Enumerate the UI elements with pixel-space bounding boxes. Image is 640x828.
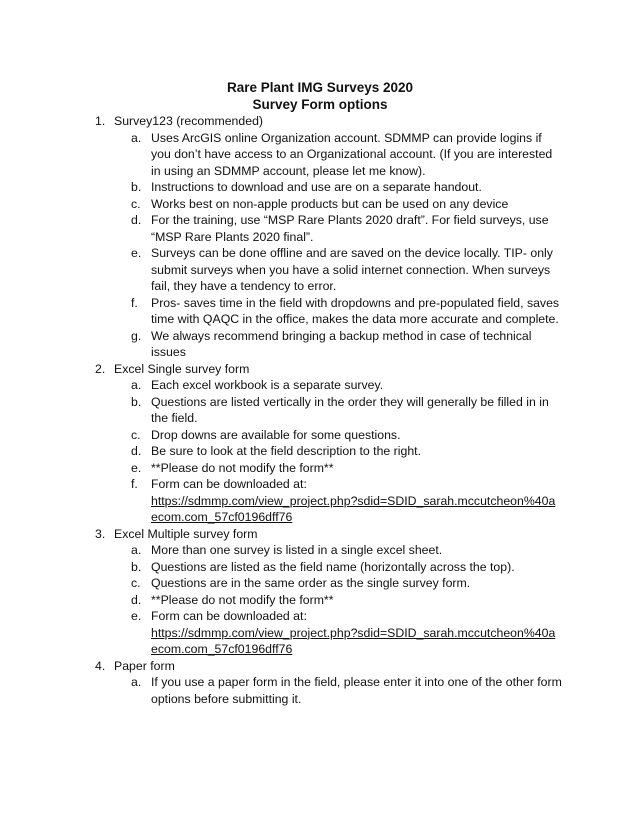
item-text: Drop downs are available for some questions.: [151, 427, 401, 442]
item-text: More than one survey is listed in a single excel sheet.: [151, 543, 443, 557]
document-title: Rare Plant IMG Surveys 2020: [226, 80, 414, 95]
list-item: [114, 179, 562, 196]
section-number: 1.: [95, 114, 106, 128]
item-text: Surveys can be done offline and are saved on the device locally. TIP- only submit surveys when you have a solid internet connection. When surveys fail, they have a tendency to error.: [151, 246, 553, 293]
list-item: [114, 377, 562, 394]
item-text: **Please do not modify the form**: [151, 460, 334, 475]
section-heading: Survey123 (recommended): [114, 114, 263, 128]
item-text: Questions are in the same order as the single survey form.: [151, 576, 471, 590]
section-item: [0, 113, 640, 361]
item-text: Pros- saves time in the field with dropdowns and pre-populated field, saves time with QAQC in the office, makes the data more accurate and complete.: [151, 295, 560, 326]
section-item: [0, 658, 640, 708]
list-item: [114, 196, 562, 213]
list-item: [114, 394, 562, 427]
list-item: [114, 443, 562, 460]
item-letter: b.: [131, 559, 142, 574]
list-item: [114, 460, 562, 477]
section-number: 2.: [95, 361, 106, 376]
item-text: Questions are listed as the field name (horizontally across the top).: [151, 559, 515, 574]
item-text: **Please do not modify the form**: [151, 592, 334, 607]
list-item: [114, 427, 562, 444]
list-item: [114, 328, 562, 361]
list-item: [114, 674, 562, 707]
item-text: Form can be downloaded at:: [151, 477, 307, 491]
item-text: Uses ArcGIS online Organization account. SDMMP can provide logins if you don’t have access to an Organizational account. (If you are interested in using an SDMMP account, please let me know).: [151, 130, 553, 178]
link-line: [151, 493, 562, 526]
item-text: Works best on non-apple products but can be used on any device: [151, 196, 509, 211]
item-letter: c.: [131, 427, 141, 442]
item-text: Questions are listed vertically in the order they will generally be filled in in the field.: [151, 394, 549, 425]
section-item: [0, 526, 640, 658]
list-item: [114, 130, 562, 180]
list-item: [114, 245, 562, 295]
list-item: [114, 542, 562, 559]
item-letter: a.: [131, 543, 142, 557]
item-text: Be sure to look at the field description to the right.: [151, 444, 422, 458]
list-item: [114, 212, 562, 245]
item-letter: d.: [131, 592, 142, 607]
section-sub-list: [114, 130, 640, 361]
section-sub-list: [114, 542, 640, 658]
section-number: 3.: [95, 526, 106, 541]
list-item: [114, 592, 562, 609]
section-heading: Paper form: [114, 658, 175, 673]
item-letter: c.: [131, 576, 141, 590]
item-letter: d.: [131, 444, 142, 458]
list-item: [114, 295, 562, 328]
list-item: [114, 608, 562, 658]
item-text: If you use a paper form in the field, please enter it into one of the other form options before submitting it.: [151, 675, 562, 706]
item-letter: g.: [131, 328, 142, 343]
item-letter: f.: [131, 477, 138, 491]
list-item: [114, 476, 562, 526]
item-text: For the training, use “MSP Rare Plants 2020 draft”. For field surveys, use “MSP Rare Plants 2020 final”.: [151, 213, 549, 244]
item-letter: e.: [131, 460, 142, 475]
item-letter: c.: [131, 196, 141, 211]
item-letter: e.: [131, 246, 142, 260]
item-text: Form can be downloaded at:: [151, 609, 307, 623]
section-heading: Excel Multiple survey form: [114, 526, 258, 541]
item-text: Each excel workbook is a separate survey.: [151, 378, 384, 392]
item-letter: a.: [131, 378, 142, 392]
download-link[interactable]: https://sdmmp.com/view_project.php?sdid=SDID_sarah.mccutcheon%40aecom.com_57cf0196dff76: [151, 625, 556, 656]
section-number: 4.: [95, 658, 106, 673]
list-item: [114, 575, 562, 592]
section-item: [0, 361, 640, 526]
download-link[interactable]: https://sdmmp.com/view_project.php?sdid=SDID_sarah.mccutcheon%40aecom.com_57cf0196dff76: [151, 493, 556, 524]
item-letter: a.: [131, 675, 142, 689]
item-letter: b.: [131, 180, 142, 194]
item-letter: d.: [131, 213, 142, 227]
document-subtitle: Survey Form options: [252, 97, 388, 112]
item-text: Instructions to download and use are on a separate handout.: [151, 180, 482, 194]
list-item: [114, 559, 562, 576]
section-sub-list: [114, 674, 640, 707]
survey-options-list: [0, 113, 640, 707]
section-heading: Excel Single survey form: [114, 361, 250, 376]
item-text: We always recommend bringing a backup method in case of technical issues: [151, 328, 532, 359]
item-letter: f.: [131, 295, 138, 310]
section-sub-list: [114, 377, 640, 526]
item-letter: e.: [131, 609, 142, 623]
link-line: [151, 625, 562, 658]
item-letter: a.: [131, 130, 142, 145]
item-letter: b.: [131, 394, 142, 409]
